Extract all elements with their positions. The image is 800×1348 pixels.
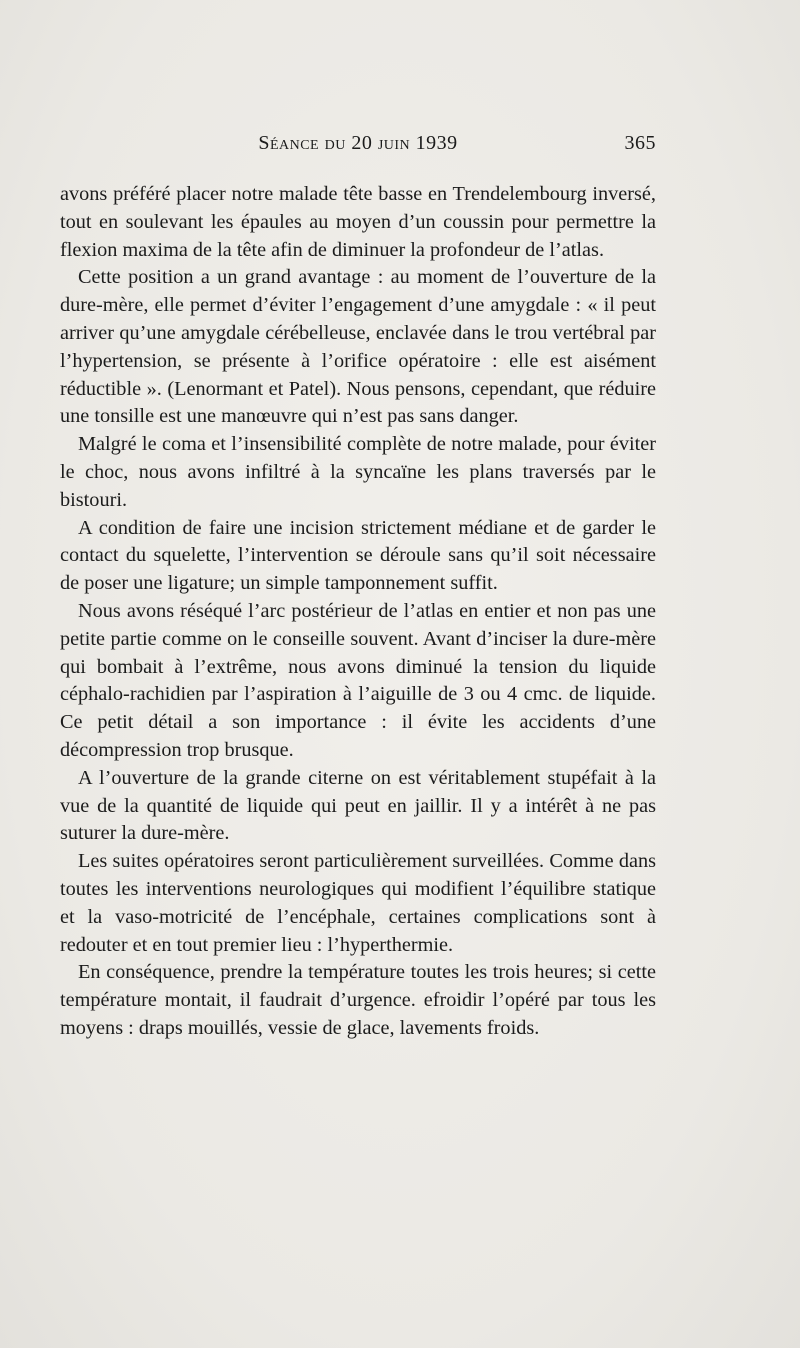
paragraph: Nous avons réséqué l’arc postérieur de l’atlas en entier et non pas une petite partie comme on le conseille souvent. Avant d’inciser la dure-mère qui bombait à l’extrême, nous avons diminué la tension du liquide céphalo-rachidien par l’aspiration à l’aiguille de 3 ou 4 cmc. de liquide. Ce petit détail a son importance : il évite les accidents d’une décompression trop brusque. (60, 599, 656, 761)
paragraph: En conséquence, prendre la température toutes les trois heures; si cette température montait, il faudrait d’urgence. efroidir l’opéré par tous les moyens : draps mouillés, vessie de glace, lavements froids. (60, 961, 656, 1039)
paragraph: Cette position a un grand avantage : au moment de l’ouverture de la dure-mère, elle permet d’éviter l’engagement d’une amygdale : « il peut arriver qu’une amygdale cérébelleuse, enclavée dans le trou vertébral par l’hypertension, se présente à l’orifice opératoire : elle est aisément réductible ». (Lenormant et Patel). Nous pensons, cependant, que réduire une tonsille est une manœuvre qui n’est pas sans danger. (60, 266, 656, 428)
page-number: 365 (624, 132, 656, 154)
body-text (60, 181, 656, 1043)
paragraph: Malgré le coma et l’insensibilité complète de notre malade, pour éviter le choc, nous avons infiltré à la syncaïne les plans traversés par le bistouri. (60, 433, 656, 511)
running-title: Séance du 20 juin 1939 (258, 132, 458, 154)
page-header (60, 132, 656, 162)
paragraph: avons préféré placer notre malade tête basse en Trendelembourg inversé, tout en soulevant les épaules au moyen d’un coussin pour permettre la flexion maxima de la tête afin de diminuer la profondeur de l’atlas. (60, 183, 656, 261)
paragraph: A condition de faire une incision strictement médiane et de garder le contact du squelette, l’intervention se déroule sans qu’il soit nécessaire de poser une ligature; un simple tamponnement suffit. (60, 516, 656, 595)
paragraph: Les suites opératoires seront particulièrement surveillées. Comme dans toutes les interventions neurologiques qui modifient l’équilibre statique et la vaso-motricité de l’encéphale, certaines complications sont à redouter et en tout premier lieu : l’hyperthermie. (60, 850, 656, 956)
paragraph: A l’ouverture de la grande citerne on est véritablement stupéfait à la vue de la quantité de liquide qui peut en jaillir. Il y a intérêt à ne pas suturer la dure-mère. (60, 766, 656, 845)
